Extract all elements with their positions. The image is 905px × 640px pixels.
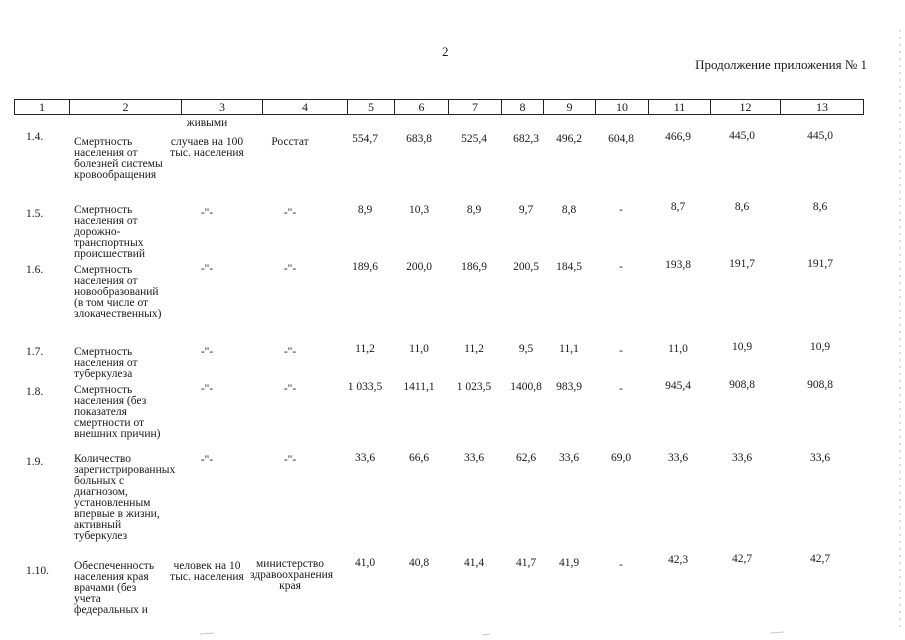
- continuation-label: Продолжение приложения № 1: [695, 57, 867, 72]
- table-header-row: [14, 99, 864, 115]
- bottom-edge-mark: [200, 633, 214, 634]
- row-name: Количество зарегистрированных больных с диагнозом, установленным впервые в жизни, активный туберкулез: [74, 453, 176, 542]
- value-cell: 200,5: [513, 261, 539, 273]
- carryover-unit-text: живыми: [186, 117, 228, 129]
- row-code: 1.10.: [26, 565, 49, 577]
- value-cell: 69,0: [610, 452, 632, 464]
- value-cell: 496,2: [556, 133, 582, 145]
- value-cell: 62,6: [515, 452, 537, 464]
- value-cell: 1 023,5: [456, 381, 492, 393]
- value-cell: 1411,1: [403, 381, 435, 393]
- row-unit: человек на 10 тыс. населения: [170, 560, 244, 583]
- row-source: -"-: [283, 454, 297, 466]
- value-cell: 42,7: [731, 553, 753, 565]
- value-cell: 8,7: [670, 201, 686, 213]
- value-cell: 191,7: [729, 258, 755, 270]
- row-code: 1.9.: [26, 456, 44, 468]
- value-cell: -: [619, 204, 623, 216]
- value-cell: 42,7: [809, 553, 831, 565]
- value-cell: 445,0: [729, 130, 755, 142]
- value-cell: 41,7: [515, 557, 537, 569]
- row-unit: -"-: [200, 383, 214, 395]
- value-cell: -: [619, 261, 623, 273]
- row-name: Смертность населения от туберкулеза: [74, 346, 138, 380]
- header-cell: 10: [596, 100, 649, 114]
- row-code: 1.4.: [26, 131, 44, 143]
- row-source: -"-: [283, 207, 297, 219]
- header-cell: 6: [395, 100, 449, 114]
- value-cell: 9,7: [518, 204, 534, 216]
- value-cell: 11,2: [464, 343, 484, 355]
- row-code: 1.7.: [26, 346, 44, 358]
- value-cell: 9,5: [518, 343, 534, 355]
- value-cell: 554,7: [352, 133, 378, 145]
- header-cell: 13: [816, 100, 828, 114]
- header-cell: 12: [711, 100, 781, 114]
- value-cell: 445,0: [807, 130, 833, 142]
- value-cell: 908,8: [807, 379, 833, 391]
- page-number: 2: [442, 44, 449, 59]
- row-name: Смертность населения (без показателя смертности от внешних причин): [74, 384, 161, 440]
- row-source: министерство здравоохранения края: [250, 558, 334, 592]
- row-unit: -"-: [200, 207, 214, 219]
- bottom-edge-mark: [482, 634, 490, 635]
- header-cell: 1: [15, 100, 70, 114]
- header-cell: 4: [263, 100, 348, 114]
- value-cell: 466,9: [665, 131, 691, 143]
- value-cell: -: [619, 559, 623, 571]
- value-cell: 983,9: [556, 381, 582, 393]
- value-cell: 11,2: [355, 343, 375, 355]
- value-cell: 1400,8: [510, 381, 542, 393]
- row-code: 1.6.: [26, 264, 44, 276]
- value-cell: 40,8: [408, 557, 430, 569]
- value-cell: 8,6: [812, 201, 828, 213]
- value-cell: 10,9: [731, 341, 753, 353]
- row-source: -"-: [283, 383, 297, 395]
- row-code: 1.5.: [26, 208, 44, 220]
- value-cell: 41,4: [463, 557, 485, 569]
- header-cell: 3: [182, 100, 263, 114]
- row-unit: -"-: [200, 263, 214, 275]
- value-cell: -: [619, 383, 623, 395]
- value-cell: 33,6: [558, 452, 580, 464]
- value-cell: 189,6: [352, 261, 378, 273]
- header-cell: 2: [70, 100, 182, 114]
- row-name: Смертность населения от новообразований (в том числе от злокачественных): [74, 264, 162, 320]
- value-cell: 33,6: [354, 452, 376, 464]
- value-cell: 8,8: [561, 204, 577, 216]
- row-unit: -"-: [200, 454, 214, 466]
- value-cell: 8,6: [734, 201, 750, 213]
- value-cell: 11,1: [559, 343, 579, 355]
- row-unit: случаев на 100 тыс. населения: [170, 136, 244, 159]
- value-cell: 184,5: [556, 261, 582, 273]
- value-cell: 604,8: [608, 133, 634, 145]
- row-unit: -"-: [200, 346, 214, 358]
- value-cell: 945,4: [665, 380, 691, 392]
- value-cell: 8,9: [357, 204, 373, 216]
- value-cell: 41,0: [354, 557, 376, 569]
- value-cell: 682,3: [513, 133, 539, 145]
- row-name: Смертность населения от дорожно-транспортных происшествий: [74, 204, 146, 260]
- value-cell: 11,0: [409, 343, 429, 355]
- value-cell: 66,6: [408, 452, 430, 464]
- row-source: -"-: [283, 346, 297, 358]
- value-cell: 908,8: [729, 379, 755, 391]
- row-source: -"-: [283, 263, 297, 275]
- header-cell: 11: [649, 100, 711, 114]
- value-cell: 200,0: [406, 261, 432, 273]
- value-cell: 33,6: [731, 452, 753, 464]
- value-cell: 33,6: [463, 452, 485, 464]
- value-cell: 33,6: [809, 452, 831, 464]
- value-cell: -: [619, 345, 623, 357]
- value-cell: 8,9: [466, 204, 482, 216]
- header-cell: 9: [544, 100, 596, 114]
- row-name: Обеспеченность населения края врачами (без учета федеральных и: [74, 560, 155, 616]
- value-cell: 10,9: [809, 341, 831, 353]
- value-cell: 186,9: [461, 261, 487, 273]
- value-cell: 683,8: [406, 133, 432, 145]
- value-cell: 191,7: [807, 258, 833, 270]
- value-cell: 1 033,5: [347, 381, 383, 393]
- value-cell: 42,3: [667, 554, 689, 566]
- value-cell: 525,4: [461, 133, 487, 145]
- header-cell: 8: [502, 100, 544, 114]
- header-cell: 5: [348, 100, 395, 114]
- row-code: 1.8.: [26, 386, 44, 398]
- row-name: Смертность населения от болезней системы кровообращения: [74, 136, 163, 181]
- row-source: Росстат: [271, 136, 309, 148]
- bottom-edge-mark: [770, 632, 784, 633]
- value-cell: 193,8: [665, 259, 691, 271]
- value-cell: 33,6: [667, 452, 689, 464]
- value-cell: 41,9: [558, 557, 580, 569]
- header-cell: 7: [449, 100, 502, 114]
- value-cell: 11,0: [668, 343, 688, 355]
- value-cell: 10,3: [408, 204, 430, 216]
